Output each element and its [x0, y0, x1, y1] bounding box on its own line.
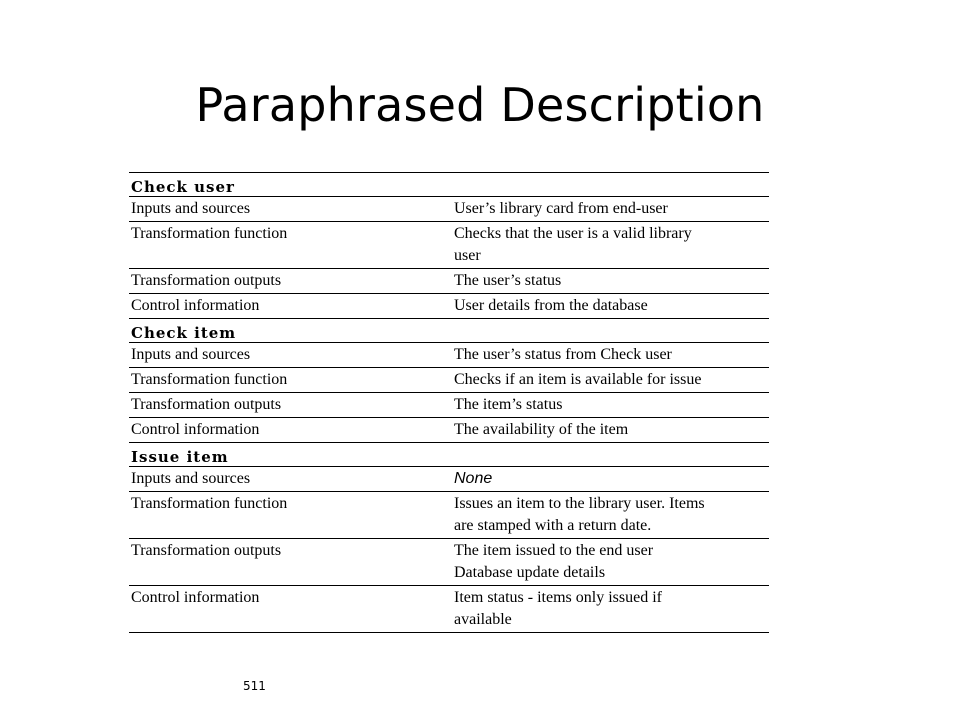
function-description-table: [129, 172, 769, 633]
table-row: [129, 368, 769, 393]
row-key: Inputs and sources: [131, 200, 251, 217]
row-key: Control information: [131, 297, 260, 314]
table-row: [129, 586, 769, 633]
table-row: [129, 539, 769, 586]
row-key: Transformation function: [131, 225, 288, 242]
table-row: [129, 492, 769, 539]
table-row: [129, 467, 769, 492]
row-value: The item’s status: [454, 396, 563, 413]
row-key: Inputs and sources: [131, 470, 251, 487]
row-value: The availability of the item: [454, 421, 629, 438]
table-row: [129, 222, 769, 269]
row-value: None: [454, 470, 493, 487]
row-value: User’s library card from end-user: [454, 200, 668, 217]
row-key: Control information: [131, 589, 260, 606]
row-key: Transformation outputs: [131, 542, 282, 559]
table-row: [129, 269, 769, 294]
table-row: [129, 197, 769, 222]
row-value: The user’s status: [454, 272, 562, 289]
table-row: [129, 294, 769, 319]
row-key: Transformation outputs: [131, 272, 282, 289]
section-heading-check-user: Check user: [129, 173, 769, 197]
row-value: Item status - items only issued if available: [454, 589, 662, 628]
row-key: Inputs and sources: [131, 346, 251, 363]
section-heading-check-item: Check item: [129, 319, 769, 343]
row-value: Issues an item to the library user. Items are stamped with a return date.: [454, 495, 705, 534]
table-row: [129, 418, 769, 443]
table-row: [129, 343, 769, 368]
row-value: User details from the database: [454, 297, 648, 314]
page-number: 511: [243, 679, 266, 693]
row-key: Transformation outputs: [131, 396, 282, 413]
row-key: Transformation function: [131, 495, 288, 512]
row-value: Checks that the user is a valid library user: [454, 225, 692, 264]
row-key: Transformation function: [131, 371, 288, 388]
row-value: The item issued to the end user Database update details: [454, 542, 654, 581]
row-value: The user’s status from Check user: [454, 346, 672, 363]
slide-title: Paraphrased Description: [195, 78, 765, 132]
table-row: [129, 393, 769, 418]
row-value: Checks if an item is available for issue: [454, 371, 702, 388]
row-key: Control information: [131, 421, 260, 438]
section-heading-issue-item: Issue item: [129, 443, 769, 467]
